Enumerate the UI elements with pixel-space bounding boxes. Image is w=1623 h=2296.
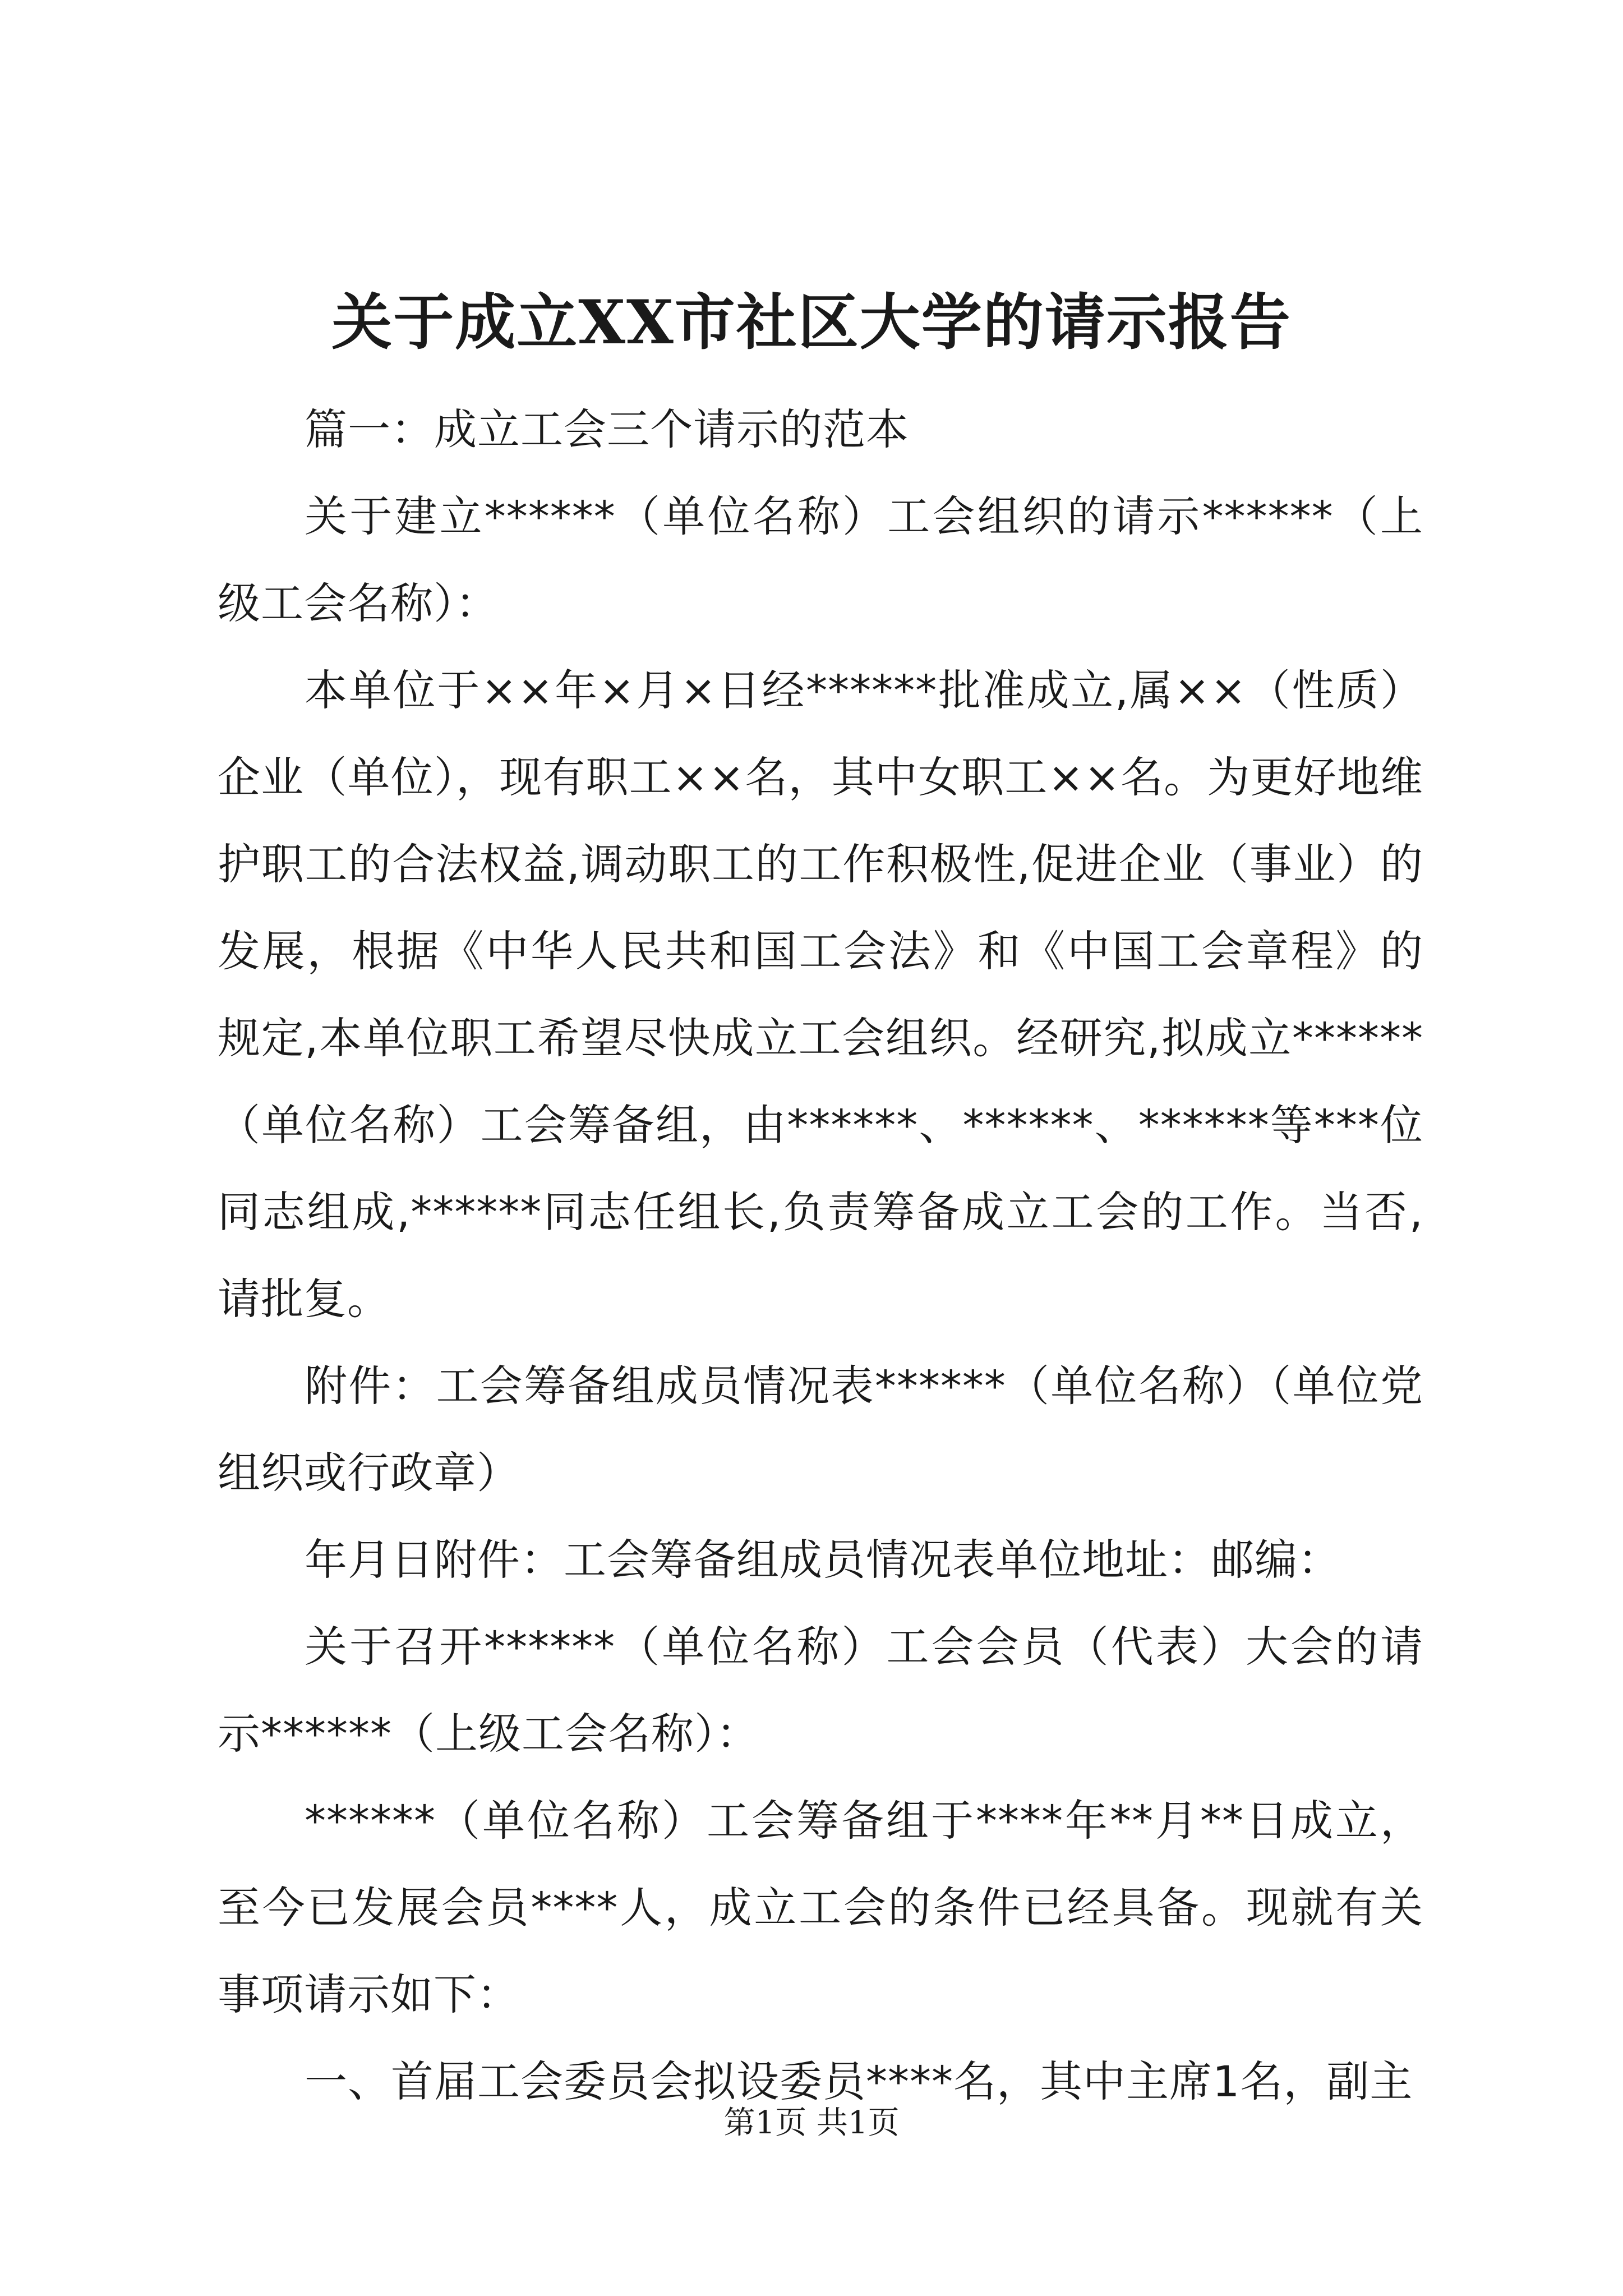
document-body xyxy=(218,386,1423,2125)
paragraph: 篇一：成立工会三个请示的范本 xyxy=(305,404,909,454)
paragraph: 附件：工会筹备组成员情况表******（单位名称）（单位党组织或行政章） xyxy=(218,1361,1423,1498)
paragraph: ******（单位名称）工会筹备组于****年**月**日成立，至今已发展会员****人，成立工会的条件已经具备。现就有关事项请示如下： xyxy=(218,1796,1423,2019)
paragraph: 关于建立******（单位名称）工会组织的请示******（上级工会名称）： xyxy=(218,491,1423,628)
paragraph: 年月日附件：工会筹备组成员情况表单位地址：邮编： xyxy=(305,1535,1341,1585)
page-footer: 第1页 共1页 xyxy=(723,2105,900,2141)
paragraph: 关于召开******（单位名称）工会会员（代表）大会的请示******（上级工会名称）： xyxy=(218,1622,1423,1759)
paragraph: 一、首届工会委员会拟设委员****名，其中主席1名，副主 xyxy=(305,2056,1413,2106)
paragraph: 本单位于××年×月×日经******批准成立,属××（性质）企业（单位），现有职工××名，其中女职工××名。为更好地维护职工的合法权益,调动职工的工作积极性,促进企业（事业）的发展，根据《中华人民共和国工会法》和《中国工会章程》的规定,本单位职工希望尽快成立工会组织。经研究,拟成立******（单位名称）工会筹备组，由******、******、******等***位同志组成,******同志任组长,负责筹备成立工会的工作。当否,请批复。 xyxy=(218,665,1423,1324)
document-title: 关于成立XX市社区大学的请示报告 xyxy=(331,287,1292,358)
